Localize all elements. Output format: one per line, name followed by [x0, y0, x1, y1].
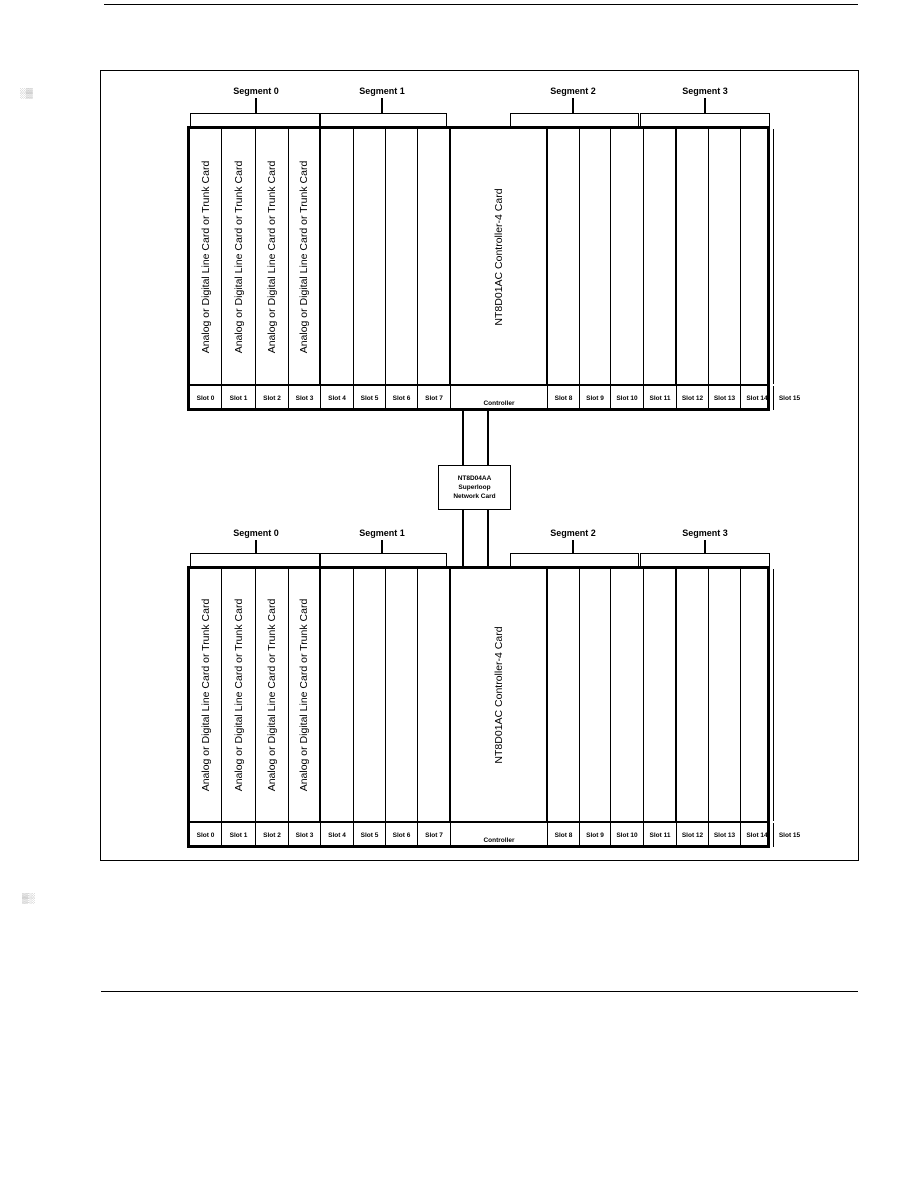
segment-tick-3: [704, 98, 706, 113]
card-column: [418, 129, 451, 384]
slot-label: Slot 2: [256, 823, 289, 847]
card-column: [354, 129, 386, 384]
slot-label: Slot 9: [580, 823, 611, 847]
segment-label-0: Segment 0: [233, 528, 279, 538]
slot-label: Slot 4: [321, 823, 354, 847]
card-column: [644, 129, 677, 384]
slot-label: Slot 3: [289, 386, 321, 410]
slot-label: Slot 11: [644, 823, 677, 847]
card-column: [580, 569, 611, 821]
slot-label: Slot 7: [418, 823, 451, 847]
slot-label: Slot 4: [321, 386, 354, 410]
slot-label: Slot 8: [548, 823, 580, 847]
slot-label: Slot 9: [580, 386, 611, 410]
network-card-model: NT8D04AA: [457, 475, 492, 482]
line-card-label: Analog or Digital Line Card or Trunk Card: [298, 160, 310, 353]
card-column: [451, 569, 548, 821]
slot-label: Slot 10: [611, 386, 644, 410]
card-column: [289, 129, 321, 384]
slot-label: Slot 5: [354, 823, 386, 847]
card-column: [289, 569, 321, 821]
card-column: [677, 569, 709, 821]
card-column: [580, 129, 611, 384]
card-column: [222, 129, 256, 384]
card-column: [644, 569, 677, 821]
slot-label: Slot 7: [418, 386, 451, 410]
slot-label: Slot 6: [386, 823, 418, 847]
slot-label: Slot 13: [709, 823, 741, 847]
shelf-upper: [187, 126, 801, 411]
card-column: [774, 129, 805, 384]
slot-label: Slot 15: [778, 394, 801, 402]
card-column: [741, 129, 774, 384]
card-column: [222, 569, 256, 821]
network-card-name: Network Card: [453, 493, 496, 500]
line-card-label: Analog or Digital Line Card or Trunk Card: [232, 598, 245, 792]
slot-label: Slot 12: [677, 823, 709, 847]
shelf-lower: [187, 566, 801, 848]
segment-label-3: Segment 3: [682, 528, 728, 538]
bus-line-upper-left: [462, 411, 464, 465]
bus-line-lower-right: [487, 510, 489, 567]
controller-slot-label: Controller: [451, 823, 548, 847]
segment-tick-2: [572, 540, 574, 553]
slot-label: Slot 3: [289, 823, 321, 847]
card-column: [774, 569, 805, 821]
card-column: [611, 569, 644, 821]
network-card-type: Superloop: [458, 484, 491, 491]
slot-label: Slot 2: [256, 386, 289, 410]
segment-tick-3: [704, 540, 706, 553]
bottom-rule: [101, 991, 858, 992]
card-column: [418, 569, 451, 821]
card-column: [451, 129, 548, 384]
segment-label-1: Segment 1: [359, 86, 405, 96]
line-card-label: Analog or Digital Line Card or Trunk Card: [266, 160, 278, 353]
line-card-label: Analog or Digital Line Card or Trunk Card: [199, 598, 212, 792]
card-column: [354, 569, 386, 821]
slot-label: Slot 11: [644, 386, 677, 410]
controller-card-label: NT8D01AC Controller-4 Card: [492, 626, 505, 764]
card-column: [548, 569, 580, 821]
slot-label: Slot 13: [709, 386, 741, 410]
card-column: [386, 129, 418, 384]
card-column: [321, 569, 354, 821]
segment-tick-0: [255, 540, 257, 553]
card-column: [321, 129, 354, 384]
slot-label: Slot 1: [222, 386, 256, 410]
line-card-label: Analog or Digital Line Card or Trunk Card: [232, 160, 245, 353]
slot-label: Slot 5: [354, 386, 386, 410]
slot-label: Slot 6: [386, 386, 418, 410]
segment-label-0: Segment 0: [233, 86, 279, 96]
top-rule: [104, 4, 858, 5]
controller-slot-label: Controller: [451, 386, 548, 410]
card-column: [677, 129, 709, 384]
slot-label: Slot 15: [778, 831, 801, 839]
card-column: [256, 129, 289, 384]
bus-line-lower-left: [462, 510, 464, 567]
slot-label: Slot 8: [548, 386, 580, 410]
controller-card-label: NT8D01AC Controller-4 Card: [492, 187, 505, 326]
slot-label: Slot 0: [190, 823, 222, 847]
segment-label-2: Segment 2: [550, 528, 596, 538]
slot-label: Slot 10: [611, 823, 644, 847]
segment-tick-2: [572, 98, 574, 113]
card-column: [386, 569, 418, 821]
segment-label-3: Segment 3: [682, 86, 728, 96]
card-column: [709, 569, 741, 821]
card-column: [256, 569, 289, 821]
bus-line-upper-right: [487, 411, 489, 465]
scan-speck: ▒░: [22, 893, 35, 903]
segment-tick-0: [255, 98, 257, 113]
card-column: [548, 129, 580, 384]
card-column: [741, 569, 774, 821]
segment-tick-1: [381, 540, 383, 553]
card-column: [709, 129, 741, 384]
card-column: [611, 129, 644, 384]
slot-label: Slot 0: [190, 386, 222, 410]
line-card-label: Analog or Digital Line Card or Trunk Card: [266, 598, 278, 792]
segment-tick-1: [381, 98, 383, 113]
slot-label-row: [190, 384, 801, 410]
segment-label-2: Segment 2: [550, 86, 596, 96]
line-card-label: Analog or Digital Line Card or Trunk Card: [199, 160, 212, 353]
line-card-label: Analog or Digital Line Card or Trunk Card: [298, 598, 310, 792]
slot-label-row: [190, 821, 801, 847]
card-column: [190, 129, 222, 384]
slot-label: Slot 14: [741, 386, 774, 410]
card-column: [190, 569, 222, 821]
slot-label: Slot 1: [222, 823, 256, 847]
scan-speck: ░▒: [20, 88, 33, 98]
superloop-network-card: [438, 465, 511, 510]
segment-label-1: Segment 1: [359, 528, 405, 538]
slot-label: Slot 12: [677, 386, 709, 410]
slot-label: Slot 14: [741, 823, 774, 847]
